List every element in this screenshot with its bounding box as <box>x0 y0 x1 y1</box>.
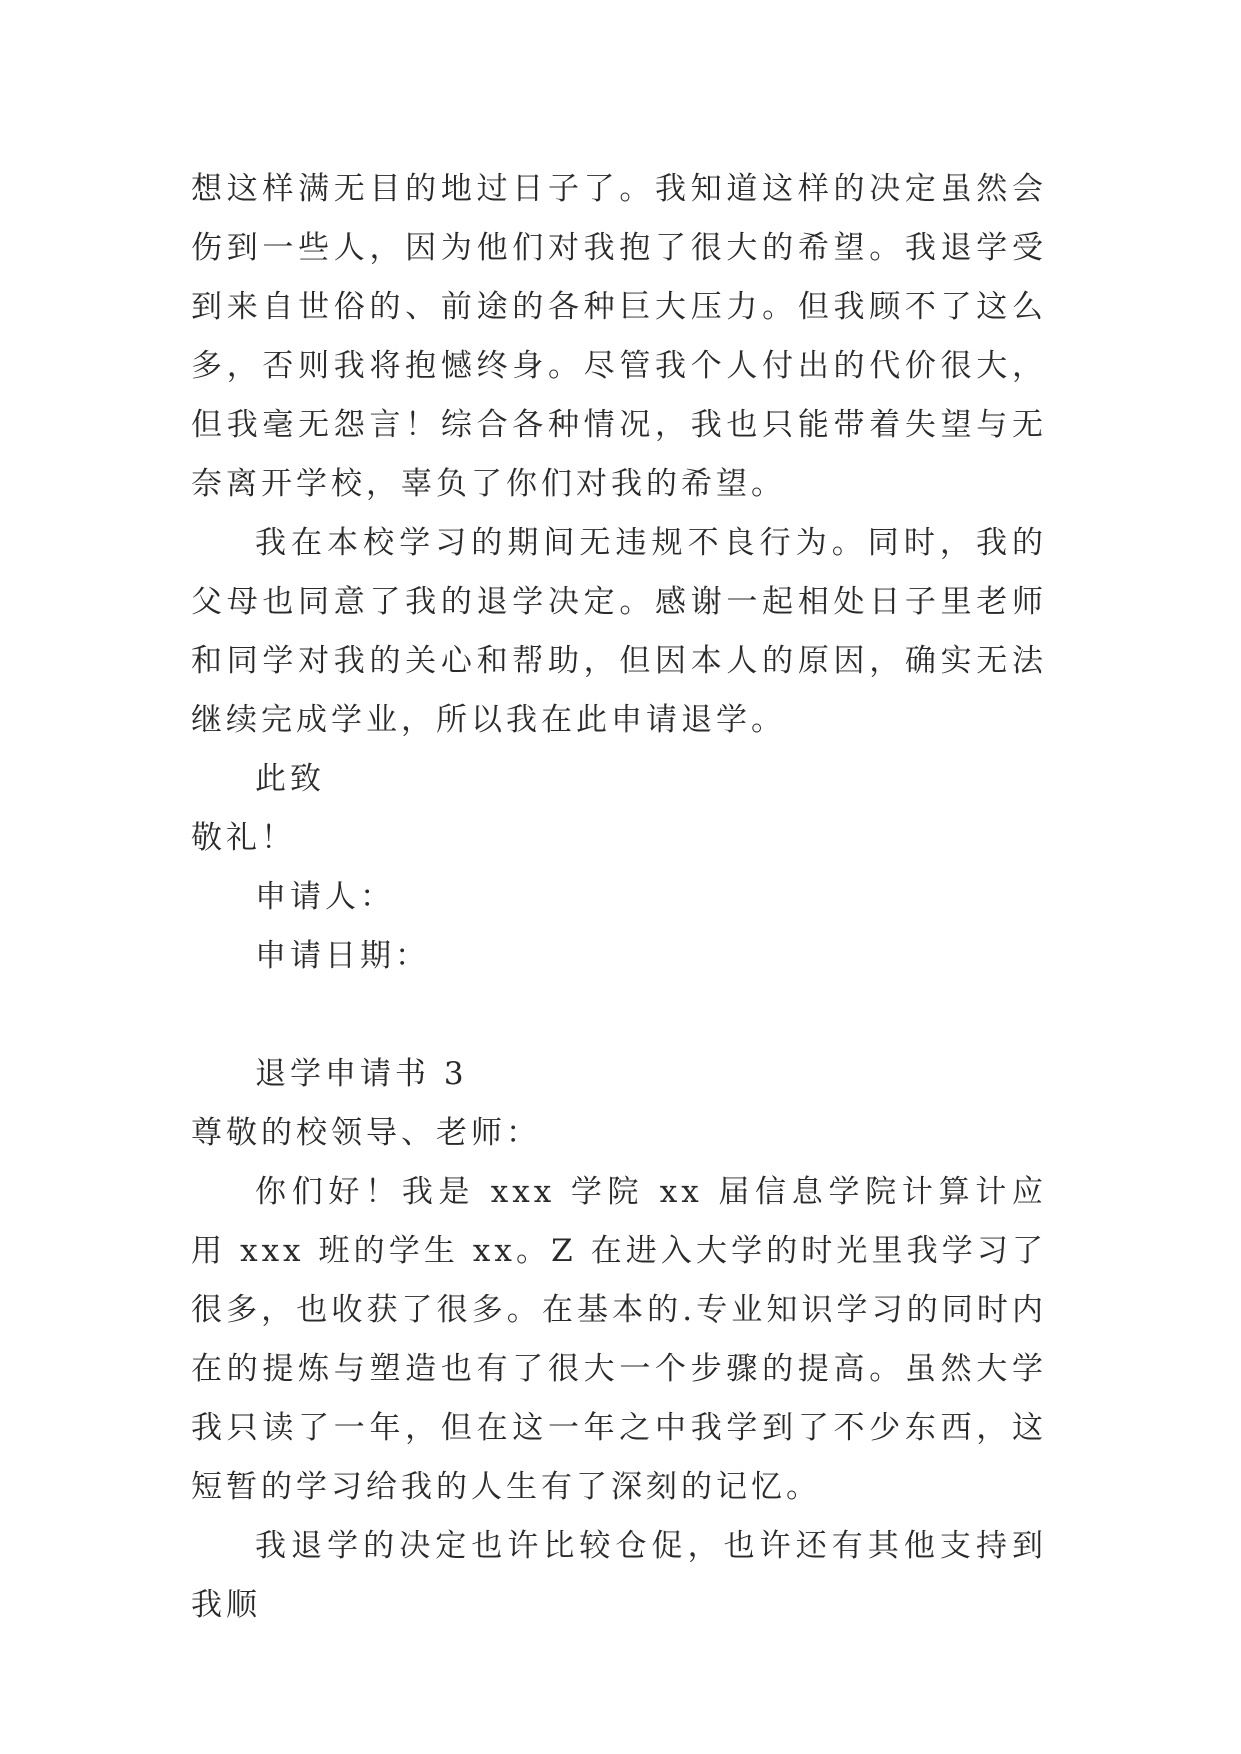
closing-line-1: 此致 <box>255 761 325 797</box>
section-title: 退学申请书 3 <box>255 1056 468 1092</box>
paragraph-decision-start: 我退学的决定也许比较仓促，也许还有其他支持到我顺 <box>191 1528 1047 1623</box>
paragraph-introduction: 你们好！我是 xxx 学院 xx 届信息学院计算计应用 xxx 班的学生 xx。Z 在进入大学的时光里我学习了很多，也收获了很多。在基本的.专业知识学习的同时内在的提炼与塑造也有了很大一个步骤的提高。虽然大学我只读了一年，但在这一年之中我学到了不少东西，这短暂的学习给我的人生有了深刻的记忆。 <box>191 1174 1047 1505</box>
closing-line-2: 敬礼！ <box>191 820 296 856</box>
date-label: 申请日期： <box>255 938 430 974</box>
blank-line <box>191 986 1047 1045</box>
applicant-label: 申请人： <box>255 879 395 915</box>
salutation: 尊敬的校领导、老师： <box>191 1115 541 1151</box>
document-body <box>191 160 1047 1635</box>
paragraph-no-violations: 我在本校学习的期间无违规不良行为。同时，我的父母也同意了我的退学决定。感谢一起相处日子里老师和同学对我的关心和帮助，但因本人的原因，确实无法继续完成学业，所以我在此申请退学。 <box>191 525 1047 738</box>
continuation-paragraph: 想这样满无目的地过日子了。我知道这样的决定虽然会伤到一些人，因为他们对我抱了很大的希望。我退学受到来自世俗的、前途的各种巨大压力。但我顾不了这么多，否则我将抱憾终身。尽管我个人付出的代价很大，但我毫无怨言！综合各种情况，我也只能带着失望与无奈离开学校，辜负了你们对我的希望。 <box>191 171 1047 502</box>
